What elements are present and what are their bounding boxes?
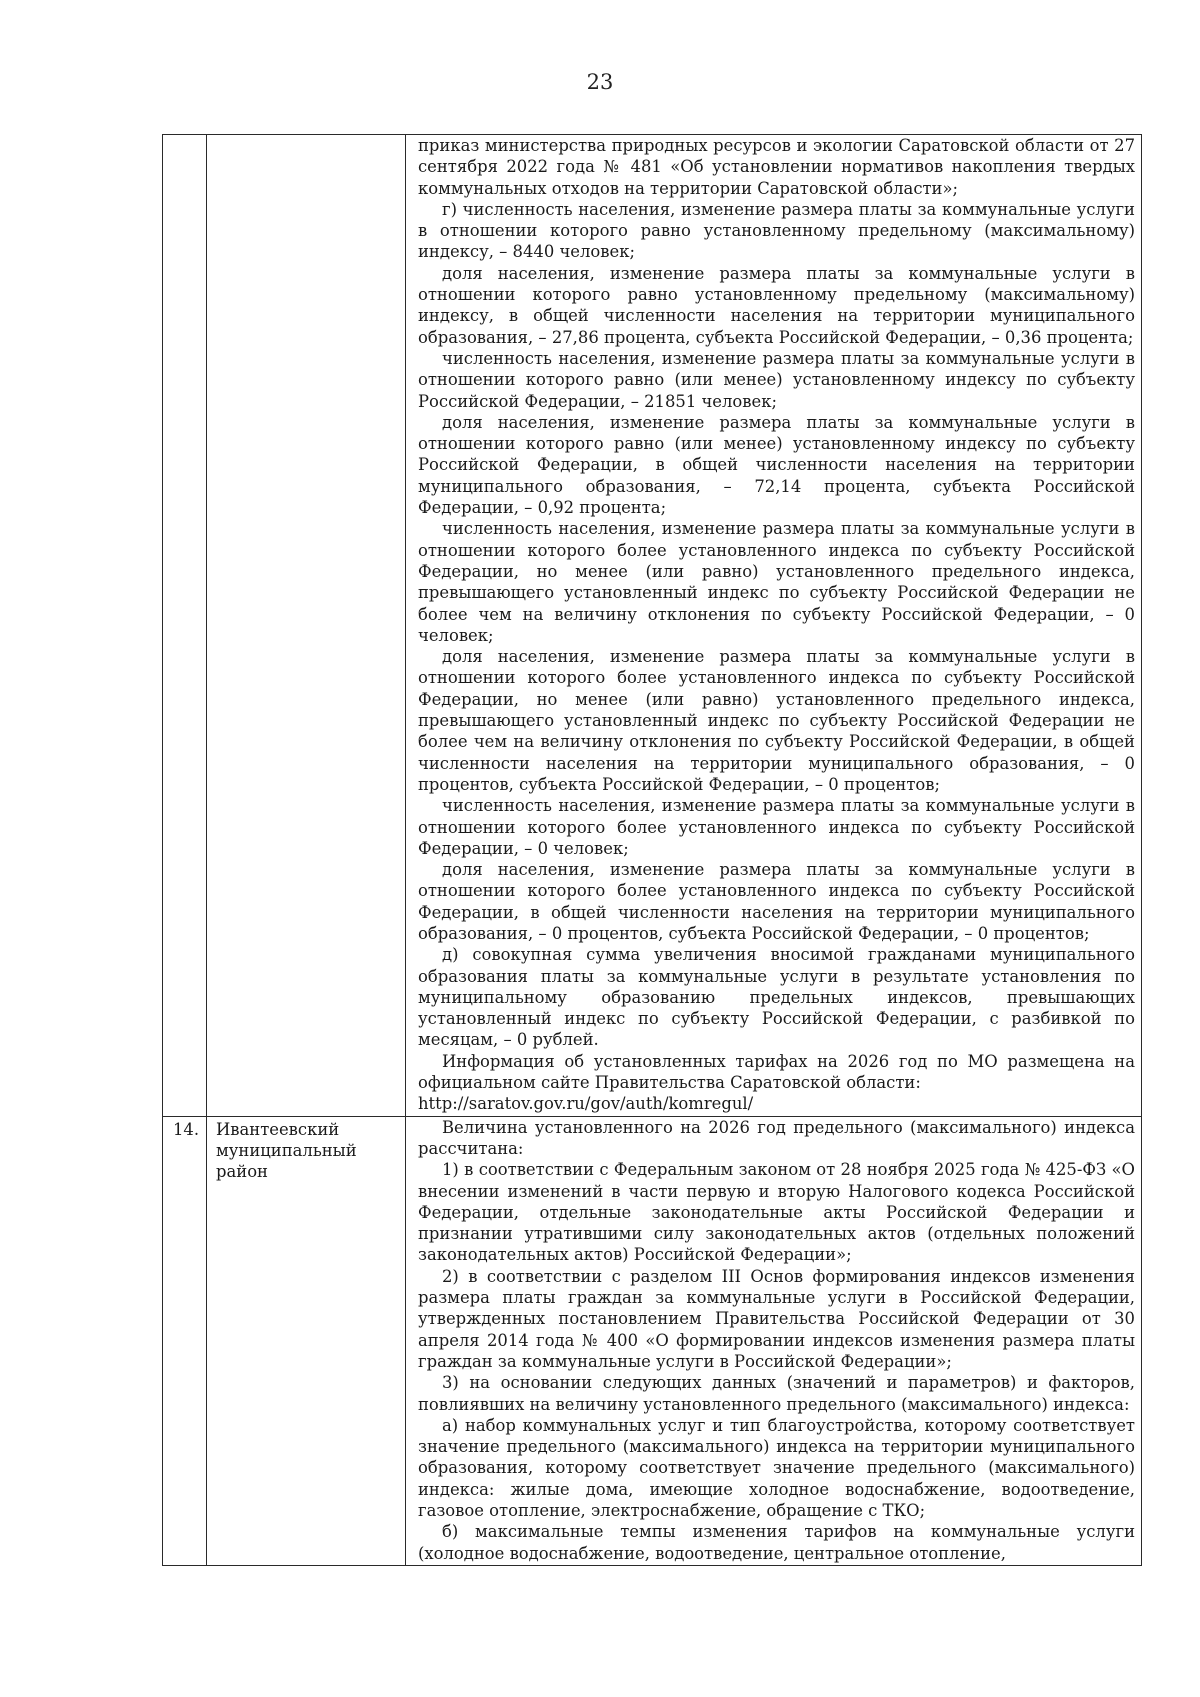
paragraph: г) численность населения, изменение размера платы за коммунальные услуги в отношении которого равно установленному предельному (максимальному) индексу, – 8440 человек;: [418, 199, 1135, 262]
municipality-name-cell: Ивантеевский муниципальный район: [207, 1116, 406, 1565]
page-number: 23: [586, 70, 614, 94]
paragraph: численность населения, изменение размера платы за коммунальные услуги в отношении которого более установленного индекса по субъекту Российской Федерации, но менее (или равно) установленного предельного индекса, превышающего установленный индекс по субъекту Российской Федерации не более чем на величину отклонения по субъекту Российской Федерации, – 0 человек;: [418, 519, 1135, 645]
description-cell: [406, 1116, 1142, 1565]
paragraph: д) совокупная сумма увеличения вносимой гражданами муниципального образования платы за коммунальные услуги в результате установления по муниципальному образованию предельных индексов, превышающих установленный индекс по субъекту Российской Федерации, с разбивкой по месяцам, – 0 рублей.: [418, 945, 1135, 1050]
paragraph: 2) в соответствии с разделом III Основ формирования индексов изменения размера платы граждан за коммунальные услуги в Российской Федерации, утвержденных постановлением Правительства Российской Федерации от 30 апреля 2014 года № 400 «О формировании индексов изменения размера платы граждан за коммунальные услуги в Российской Федерации»;: [418, 1266, 1135, 1371]
paragraph: доля населения, изменение размера платы за коммунальные услуги в отношении которого более установленного индекса по субъекту Российской Федерации, в общей численности населения на территории муниципального образования, – 0 процентов, субъекта Российской Федерации, – 0 процентов;: [418, 860, 1135, 943]
row-number-cell: 14.: [163, 1116, 207, 1565]
table-row: [163, 1116, 1142, 1565]
paragraph: б) максимальные темпы изменения тарифов на коммунальные услуги (холодное водоснабжение, водоотведение, центральное отопление,: [418, 1522, 1135, 1563]
paragraph: 1) в соответствии с Федеральным законом от 28 ноября 2025 года № 425-ФЗ «О внесении изменений в части первую и вторую Налогового кодекса Российской Федерации, отдельные законодательные акты Российской Федерации и признании утратившими силу законодательных актов (отдельных положений законодательных актов) Российской Федерации»;: [418, 1160, 1135, 1265]
paragraph: доля населения, изменение размера платы за коммунальные услуги в отношении которого более установленного индекса по субъекту Российской Федерации, но менее (или равно) установленного предельного индекса, превышающего установленный индекс по субъекту Российской Федерации не более чем на величину отклонения по субъекту Российской Федерации, в общей численности населения на территории муниципального образования, – 0 процентов, субъекта Российской Федерации, – 0 процентов;: [418, 647, 1135, 794]
description-cell: [406, 135, 1142, 1117]
paragraph: а) набор коммунальных услуг и тип благоустройства, которому соответствует значение предельного (максимального) индекса на территории муниципального образования, которому соответствует значение предельного (максимального) индекса: жилые дома, имеющие холодное водоснабжение, водоотведение, газовое отопление, электроснабжение, обращение с ТКО;: [418, 1415, 1135, 1520]
paragraph: приказ министерства природных ресурсов и экологии Саратовской области от 27 сентября 2022 года № 481 «Об установлении нормативов накопления твердых коммунальных отходов на территории Саратовской области»;: [418, 136, 1135, 198]
paragraph: доля населения, изменение размера платы за коммунальные услуги в отношении которого равно установленному предельному (максимальному) индексу, в общей численности населения на территории муниципального образования, – 27,86 процента, субъекта Российской Федерации, – 0,36 процента;: [418, 263, 1135, 347]
tariffs-link[interactable]: http://saratov.gov.ru/gov/auth/komregul/: [418, 1094, 754, 1114]
paragraph: доля населения, изменение размера платы за коммунальные услуги в отношении которого равно (или менее) установленному индексу по субъекту Российской Федерации, в общей численности населения на территории муниципального образования, – 72,14 процента, субъекта Российской Федерации, – 0,92 процента;: [418, 412, 1135, 518]
paragraph: численность населения, изменение размера платы за коммунальные услуги в отношении которого равно (или менее) установленному индексу по субъекту Российской Федерации, – 21851 человек;: [418, 348, 1135, 411]
table-row: [163, 135, 1142, 1117]
paragraph: Величина установленного на 2026 год предельного (максимального) индекса рассчитана:: [418, 1117, 1135, 1158]
paragraph: численность населения, изменение размера платы за коммунальные услуги в отношении которого более установленного индекса по субъекту Российской Федерации, – 0 человек;: [418, 796, 1135, 858]
row-number-cell: [163, 135, 207, 1117]
municipality-name-cell: [207, 135, 406, 1117]
municipal-index-table: [162, 134, 1142, 1566]
paragraph: 3) на основании следующих данных (значений и параметров) и факторов, повлиявших на величину установленного предельного (максимального) индекса:: [418, 1373, 1135, 1414]
paragraph: Информация об установленных тарифах на 2026 год по МО размещена на официальном сайте Правительства Саратовской области:: [418, 1051, 1135, 1093]
